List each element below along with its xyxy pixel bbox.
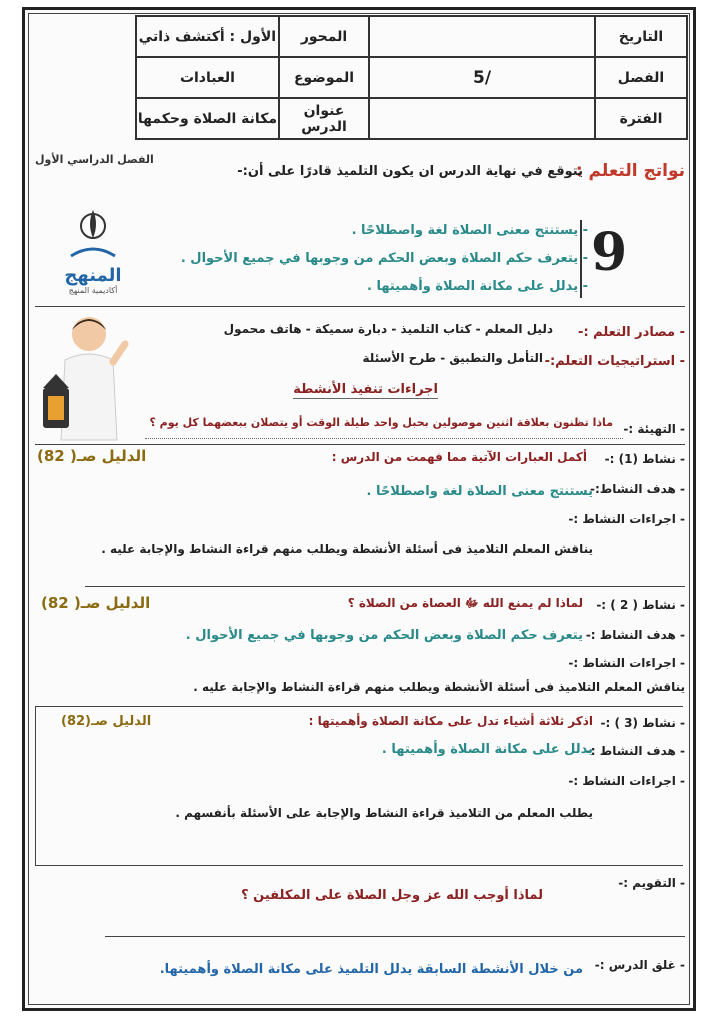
- activity2-goal-label: - هدف النشاط :-: [585, 628, 685, 642]
- activity3-proc: يطلب المعلم من التلاميذ قراءة النشاط والإجابة على الأسئلة بأنفسهم .: [175, 806, 593, 820]
- lesson-value: مكانة الصلاة وحكمها: [136, 98, 279, 139]
- boy-illustration: [41, 310, 131, 442]
- activity2-title: لماذا لم يمنع الله ﷻ العصاة من الصلاة ؟: [347, 596, 583, 610]
- logo-emblem-icon: [57, 206, 129, 262]
- procedures-title: اجراءات تنفيذ الأنشطة: [293, 382, 438, 397]
- resources-value: دليل المعلم - كتاب التلميذ - دبارة سميكة - هاتف محمول: [223, 322, 553, 336]
- activity1-goal-label: - هدف النشاط:-: [589, 482, 685, 496]
- evaluation-label: - التقويم :-: [618, 876, 685, 890]
- lesson-plan-page: [22, 7, 696, 1011]
- strategies-value: التأمل والتطبيق - طرح الأسئلة: [362, 351, 543, 365]
- axis-label: المحور: [279, 16, 369, 57]
- period-value: [369, 98, 595, 139]
- class-label: الفصل: [595, 57, 687, 98]
- divider-4: [105, 936, 685, 937]
- topic-label: الموضوع: [279, 57, 369, 98]
- activity2-proc: يناقش المعلم التلاميذ فى أسئلة الأنشطة ويطلب منهم قراءة النشاط والإجابة عليه .: [193, 680, 685, 694]
- activity3-title: اذكر ثلاثة أشياء تدل على مكانة الصلاة وأهميتها :: [308, 714, 593, 728]
- activity3-label: - نشاط (3 ) :-: [600, 716, 685, 730]
- outcomes-label: نواتج التعلم :: [575, 161, 685, 181]
- outcomes-intro: يتوقع في نهاية الدرس ان يكون التلميذ قادرًا على أن:-: [237, 164, 583, 179]
- divider-3: [85, 586, 685, 587]
- outcome-item-1: - يستنتج معنى الصلاة لغة واصطلاحًا .: [351, 223, 588, 238]
- activity1-goal: يستنتج معنى الصلاة لغة واصطلاحًا .: [366, 484, 593, 499]
- academy-logo: [57, 206, 129, 302]
- closing-text: من خلال الأنشطة السابقة يدلل التلميذ على مكانة الصلاة وأهميتها.: [159, 962, 583, 977]
- outcome-item-3: - يدلل على مكانة الصلاة وأهميتها .: [367, 279, 588, 294]
- activity3-goal: يدلل على مكانة الصلاة وأهميتها .: [381, 742, 593, 757]
- evaluation-text: لماذا أوجب الله عز وجل الصلاة على المكلفين ؟: [241, 888, 543, 903]
- closing-label: - غلق الدرس :-: [594, 958, 685, 972]
- activity1-proc-label: - اجراءات النشاط :-: [568, 512, 685, 526]
- strategies-label: - استراتيجيات التعلم:-: [544, 354, 685, 369]
- logo-title: المنهج: [64, 265, 122, 286]
- warmup-text: ماذا تظنون بعلاقة اثنين موصولين بحبل واحد طيلة الوقت أو يتصلان ببعضهما كل يوم ؟: [149, 416, 613, 429]
- period-label: الفترة: [595, 98, 687, 139]
- semester-note: الفصل الدراسي الأول: [35, 153, 154, 166]
- activity1-ref: الدليل صـ( 82): [37, 447, 147, 465]
- outcome-item-2: - يتعرف حكم الصلاة وبعض الحكم من وجوبها في جميع الأحوال .: [180, 251, 588, 266]
- activity1-title: أكمل العبارات الآتية مما فهمت من الدرس :: [331, 450, 587, 464]
- activity3-goal-label: - هدف النشاط :-: [585, 744, 685, 758]
- activity1-label: - نشاط (1) :-: [604, 452, 685, 466]
- logo-subtitle: أكاديمية المنهج: [68, 286, 118, 295]
- activity2-proc-label: - اجراءات النشاط :-: [568, 656, 685, 670]
- divider-1: [35, 306, 685, 307]
- class-value: /5: [369, 57, 595, 98]
- activity1-proc: يناقش المعلم التلاميذ فى أسئلة الأنشطة ويطلب منهم قراءة النشاط والإجابة عليه .: [101, 542, 593, 556]
- warmup-label: - التهيئة :-: [623, 422, 685, 436]
- activity2-ref: الدليل صـ( 82): [41, 594, 151, 612]
- date-value: [369, 16, 595, 57]
- topic-value: العبادات: [136, 57, 279, 98]
- outcomes-number: 9: [591, 222, 628, 283]
- activity2-goal: يتعرف حكم الصلاة وبعض الحكم من وجوبها في جميع الأحوال .: [185, 628, 583, 643]
- resources-label: - مصادر التعلم :-: [578, 325, 685, 340]
- axis-value: الأول : أكتشف ذاتي: [136, 16, 279, 57]
- warmup-dots: [145, 438, 623, 439]
- divider-2: [35, 444, 685, 445]
- activity2-label: - نشاط ( 2 ) :-: [596, 598, 685, 612]
- boy-with-lantern-icon: [41, 310, 131, 442]
- activity3-proc-label: - اجراءات النشاط :-: [568, 774, 685, 788]
- activity3-ref: الدليل صـ(82): [61, 714, 152, 729]
- date-label: التاريخ: [595, 16, 687, 57]
- header-table: [135, 15, 688, 140]
- lesson-label: عنوان الدرس: [279, 98, 369, 139]
